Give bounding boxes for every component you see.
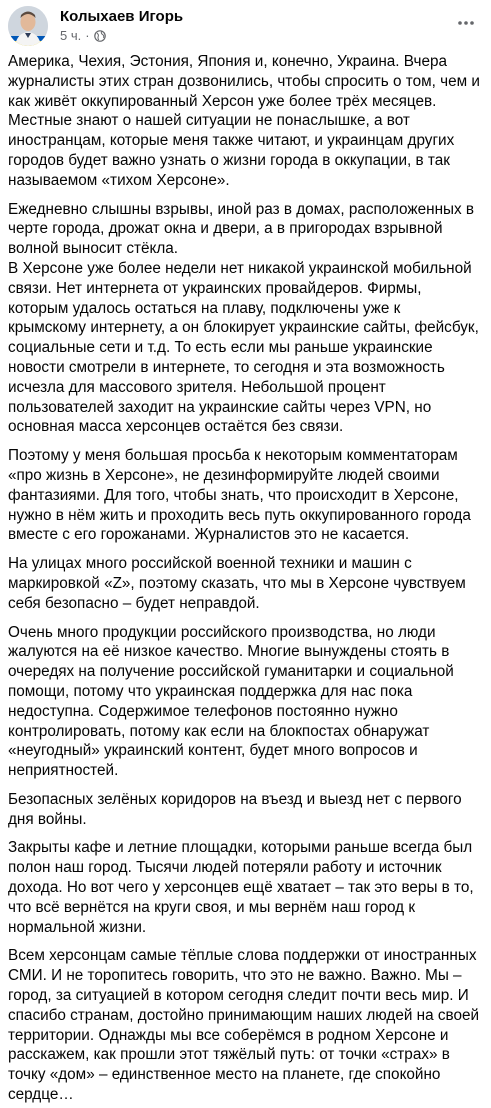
globe-icon[interactable] bbox=[94, 30, 106, 42]
post-paragraph: Всем херсонцам самые тёплые слова поддержки от иностранных СМИ. И не торопитесь говорить, что это не важно. Важно. Мы – город, за ситуацией в котором сегодня следит почти весь мир. И спасибо странам, достойно принимающим наших людей на своей территории. Однажды мы все соберёмся в родном Херсоне и расскажем, как прошли этот тяжёлый путь: от точки «страх» в точку «дом» – единственное место на планете, где спокойно сердце… bbox=[8, 947, 480, 1104]
post-paragraph: В Херсоне уже более недели нет никакой украинской мобильной связи. Нет интернета от украинских провайдеров. Фирмы, которым удалось остаться на плаву, подключены уже к крымскому интернету, а он блокирует украинские сайты, фейсбук, социальные сети и т.д. То есть если мы раньше украинские новости смотрели в интернете, то сегодня и эта возможность исчезла для массового зрителя. Небольшой процент пользователей заходит на украинские сайты через VPN, но основная масса херсонцев остаётся без связи. bbox=[8, 259, 479, 436]
more-dots-icon[interactable] bbox=[455, 12, 477, 34]
post-time[interactable]: 5 ч. bbox=[60, 28, 82, 43]
post-paragraph: Ежедневно слышны взрывы, иной раз в домах, расположенных в черте города, дрожат окна и двери, а в пригородах взрывной волной выносит стёкла. bbox=[8, 200, 475, 258]
meta-separator: · bbox=[85, 28, 90, 43]
avatar[interactable] bbox=[8, 6, 48, 46]
post-paragraph: На улицах много российской военной техники и машин с маркировкой «Z», поэтому сказать, что мы в Херсоне чувствуем себя безопасно – будет неправдой. bbox=[8, 555, 466, 612]
post-paragraph: Закрыты кафе и летние площадки, которыми раньше всегда был полон наш город. Тысячи людей потеряли работу и источник дохода. Но вот чего у херсонцев ещё хватает – так это веры в то, что всё вернётся на круги своя, и мы вернём наш город к нормальной жизни. bbox=[8, 839, 474, 936]
post-meta bbox=[60, 28, 106, 44]
avatar-image bbox=[8, 6, 48, 46]
post-text bbox=[8, 52, 480, 1105]
post-header bbox=[8, 2, 483, 48]
author-name[interactable]: Колыхаев Игорь bbox=[60, 8, 184, 25]
post-paragraph: Безопасных зелёных коридоров на въезд и выезд нет с первого дня войны. bbox=[8, 790, 462, 828]
post-paragraph: Поэтому у меня большая просьба к некоторым комментаторам «про жизнь в Херсоне», не дезинформируйте людей своими фантазиями. Для того, чтобы знать, что происходит в Херсоне, нужно в нём жить и проходить весь путь оккупированного города вместе с его горожанами. Журналистов это не касается. bbox=[8, 447, 471, 544]
post-paragraph: Очень много продукции российского производства, но люди жалуются на её низкое качество. Многие вынуждены стоять в очередях на получение российской гуманитарки и социальной помощи, потому что украинская поддержка для нас пока недоступна. Содержимое телефонов постоянно нужно контролировать, потому как если на блокпостах обнаружат «неугодный» украинский контент, будет много вопросов и неприятностей. bbox=[8, 623, 454, 780]
post-paragraph: Америка, Чехия, Эстония, Япония и, конечно, Украина. Вчера журналисты этих стран дозвонились, чтобы спросить о том, чем и как живёт оккупированный Херсон уже более трёх месяцев. Местные знают о нашей ситуации не понаслышке, а вот иностранцам, которые меня также читают, и украинцам других городов будет важно узнать о жизни города в оккупации, в так называемом «тихом Херсоне». bbox=[8, 53, 480, 189]
